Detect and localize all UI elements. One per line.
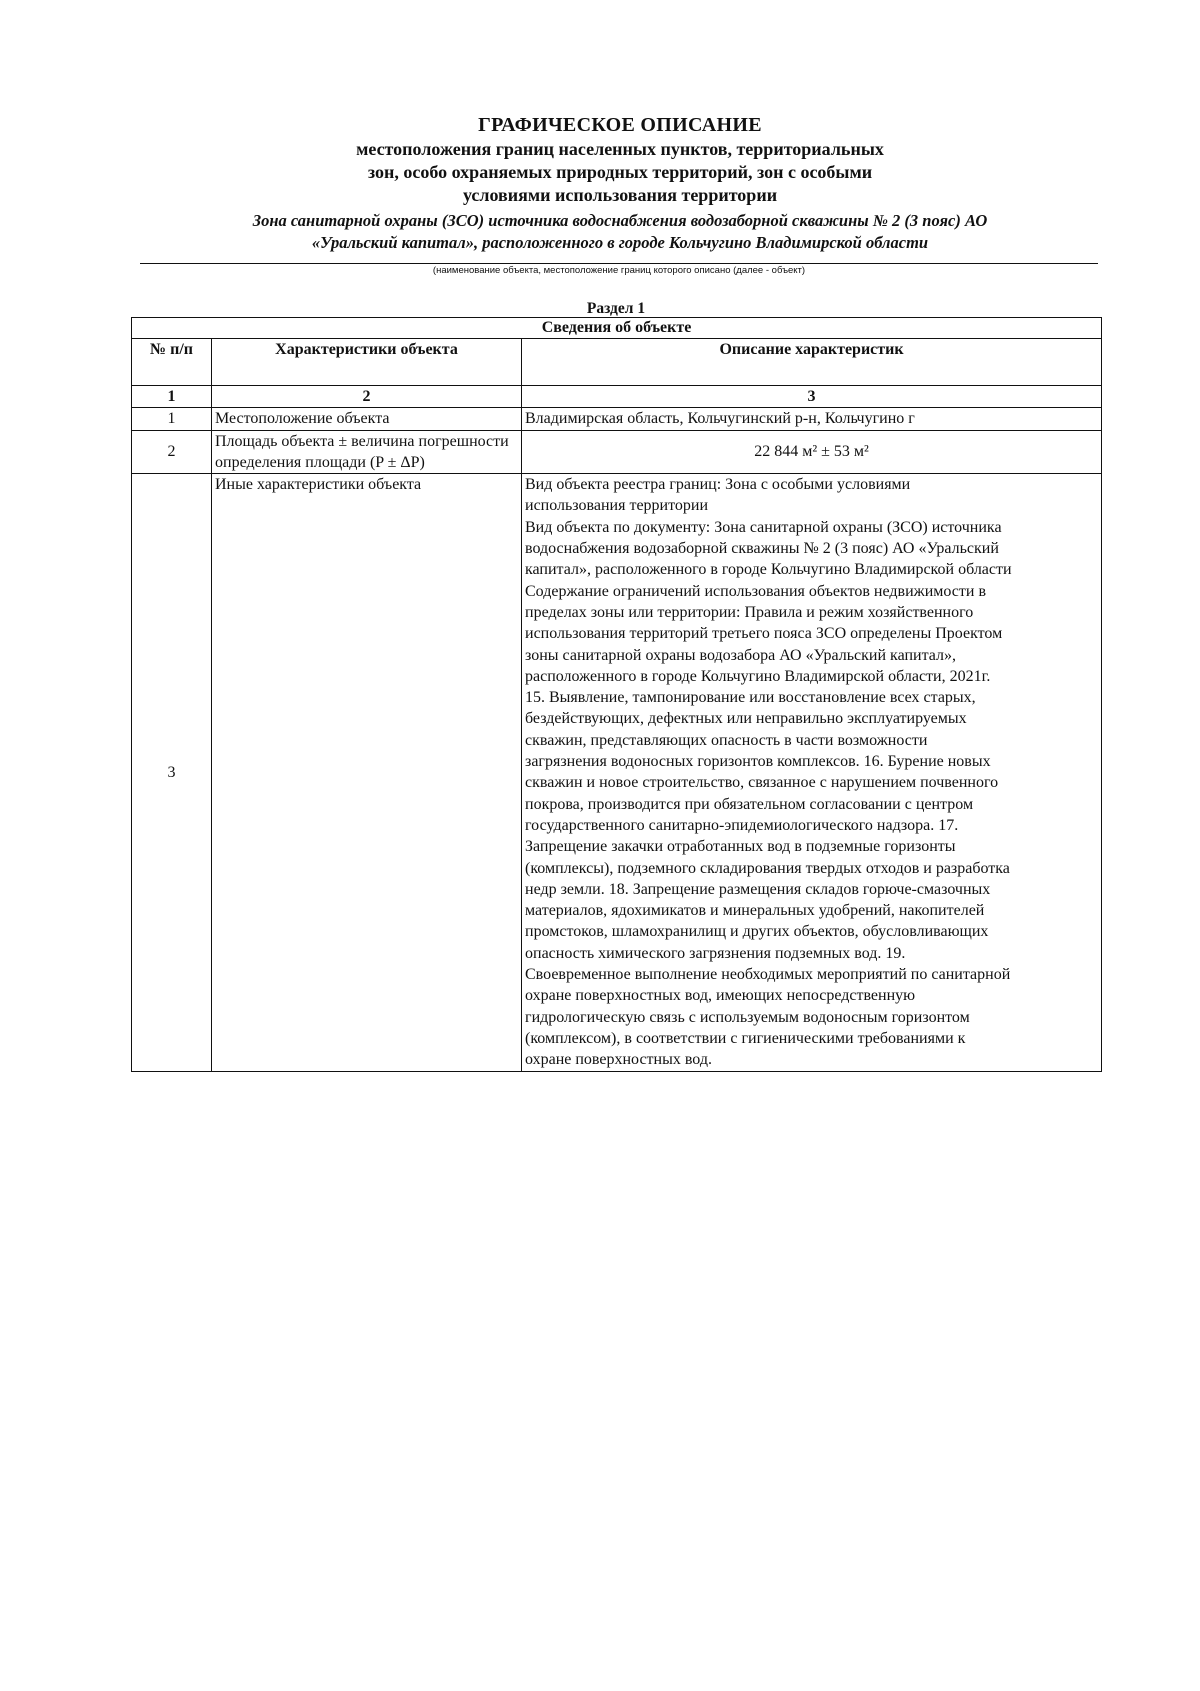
object-name-line-2: «Уральский капитал», расположенного в городе Кольчугино Владимирской области	[311, 233, 929, 252]
description-line: покрова, производится при обязательном согласовании с центром	[525, 795, 974, 813]
description-line: Вид объекта реестра границ: Зона с особыми условиями	[525, 476, 911, 494]
table-header-row	[132, 339, 1102, 386]
row-description: 22 844 м² ± 53 м²	[522, 430, 1102, 474]
description-line: скважин и новое строительство, связанное с нарушением почвенного	[525, 774, 999, 792]
description-line: капитал», расположенного в городе Кольчугино Владимирской области	[525, 561, 1012, 579]
description-line: использования территорий третьего пояса ЗСО определены Проектом	[525, 625, 1003, 643]
column-header-description: Описание характеристик	[522, 339, 1102, 386]
column-number-row	[132, 386, 1102, 408]
row-description	[522, 474, 1102, 1071]
row-description: Владимирская область, Кольчугинский р-н, Кольчугино г	[522, 408, 1102, 430]
row-number: 2	[132, 430, 212, 474]
table-row	[132, 430, 1102, 474]
description-line: зоны санитарной охраны водозабора АО «Уральский капитал»,	[525, 646, 956, 664]
description-line: недр земли. 18. Запрещение размещения складов горюче-смазочных	[525, 880, 991, 898]
description-line: (комплексом), в соответствии с гигиеническими требованиями к	[525, 1029, 966, 1047]
object-name-line-1: Зона санитарной охраны (ЗСО) источника водоснабжения водозаборной скважины № 2 (3 пояс) АО	[252, 211, 988, 230]
table-row	[132, 474, 1102, 1071]
column-number: 3	[522, 386, 1102, 408]
description-line: гидрологическую связь с используемым водоносным горизонтом	[525, 1008, 970, 1026]
row-number: 1	[132, 408, 212, 430]
document-subtitle-line-3: условиями использования территории	[462, 185, 778, 205]
description-line: Запрещение закачки отработанных вод в подземные горизонты	[525, 838, 956, 856]
description-line: опасность химического загрязнения подземных вод. 19.	[525, 944, 906, 962]
column-header-characteristic: Характеристики объекта	[212, 339, 522, 386]
section-label: Раздел 1	[586, 300, 646, 317]
document-title: ГРАФИЧЕСКОЕ ОПИСАНИЕ	[478, 114, 762, 136]
description-line: использования территории	[525, 497, 709, 515]
description-line: охране поверхностных вод, имеющих непосредственную	[525, 987, 916, 1005]
description-line: загрязнения водоносных горизонтов комплексов. 16. Бурение новых	[525, 753, 991, 771]
document-subtitle-line-1: местоположения границ населенных пунктов, территориальных	[356, 139, 884, 159]
description-line: промстоков, шламохранилищ и других объектов, обусловливающих	[525, 923, 989, 941]
row-number: 3	[132, 474, 212, 1071]
title-block	[140, 112, 1100, 254]
description-line: Вид объекта по документу: Зона санитарной охраны (ЗСО) источника	[525, 518, 1002, 536]
description-line: государственного санитарно-эпидемиологического надзора. 17.	[525, 816, 959, 834]
column-number: 2	[212, 386, 522, 408]
description-line: Содержание ограничений использования объектов недвижимости в	[525, 582, 986, 600]
description-line: (комплексы), подземного складирования твердых отходов и разработка	[525, 859, 1010, 877]
column-header-num: № п/п	[132, 339, 212, 386]
table-row	[132, 408, 1102, 430]
table-title-row	[132, 318, 1102, 339]
description-line: 15. Выявление, тампонирование или восстановление всех старых,	[525, 689, 976, 707]
description-line: охране поверхностных вод.	[525, 1051, 712, 1069]
row-characteristic: Площадь объекта ± величина погрешности определения площади (P ± ΔP)	[212, 430, 522, 474]
table-title: Сведения об объекте	[132, 318, 1102, 339]
description-line: материалов, ядохимикатов и минеральных удобрений, накопителей	[525, 902, 985, 920]
column-number: 1	[132, 386, 212, 408]
object-name-underline	[140, 263, 1098, 264]
description-line: расположенного в городе Кольчугино Владимирской области, 2021г.	[525, 667, 991, 685]
description-line: бездействующих, дефектных или неправильно эксплуатируемых	[525, 710, 967, 728]
description-line: Своевременное выполнение необходимых мероприятий по санитарной	[525, 966, 1011, 984]
description-line: скважин, представляющих опасность в части возможности	[525, 731, 928, 749]
object-name-caption: (наименование объекта, местоположение границ которого описано (далее - объект)	[432, 265, 806, 276]
description-line: пределах зоны или территории: Правила и режим хозяйственного	[525, 603, 974, 621]
document-subtitle-line-2: зон, особо охраняемых природных территорий, зон с особыми	[367, 162, 873, 182]
object-info-table	[131, 317, 1102, 1072]
row-characteristic: Иные характеристики объекта	[212, 474, 522, 1071]
row-characteristic: Местоположение объекта	[212, 408, 522, 430]
description-line: водоснабжения водозаборной скважины № 2 (3 пояс) АО «Уральский	[525, 540, 999, 558]
